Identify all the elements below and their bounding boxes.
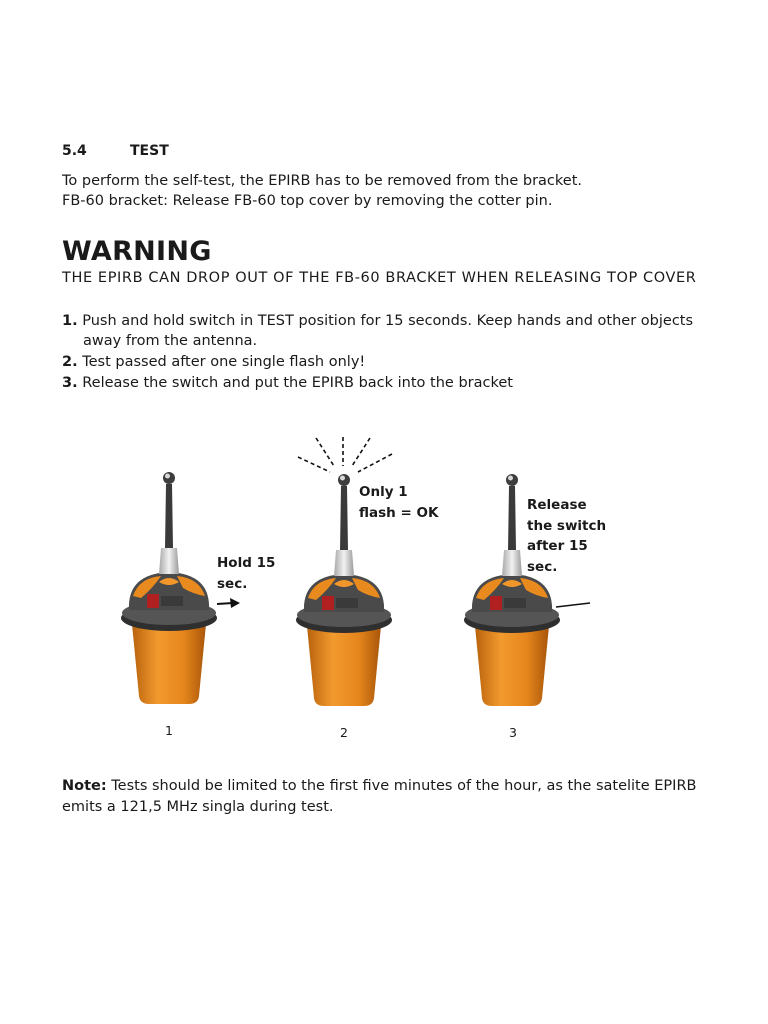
- step-number: 3.: [62, 375, 78, 391]
- step-1-continued: away from the antenna.: [83, 333, 258, 349]
- figure-1-number: 1: [165, 723, 173, 738]
- note-label: Note:: [62, 778, 107, 794]
- step-text: Release the switch and put the EPIRB back into the bracket: [82, 375, 513, 391]
- caption-line: after 15: [527, 538, 588, 554]
- caption-line: Only 1: [359, 484, 408, 500]
- note-paragraph: [62, 776, 696, 818]
- push-arrow-icon: [217, 598, 240, 608]
- note-text-line-1: Tests should be limited to the first five minutes of the hour, as the satelite EPIRB: [106, 778, 697, 794]
- figure-1-caption: [217, 553, 275, 594]
- warning-title: WARNING: [62, 236, 212, 267]
- step-number: 1.: [62, 313, 78, 329]
- figure-3-caption: [527, 495, 606, 577]
- intro-line-2: FB-60 bracket: Release FB-60 top cover by removing the cotter pin.: [62, 193, 553, 209]
- caption-line: flash = OK: [359, 504, 439, 521]
- warning-text: THE EPIRB CAN DROP OUT OF THE FB-60 BRACKET WHEN RELEASING TOP COVER: [62, 270, 697, 286]
- release-line-icon: [556, 603, 590, 607]
- figure-2-number: 2: [340, 725, 348, 740]
- step-number: 2.: [62, 354, 78, 370]
- caption-line: Release: [527, 497, 587, 513]
- intro-line-1: To perform the self-test, the EPIRB has to be removed from the bracket.: [62, 173, 583, 189]
- step-text: Test passed after one single flash only!: [82, 354, 366, 370]
- figure-3-number: 3: [509, 725, 517, 740]
- step-text: Push and hold switch in TEST position for 15 seconds. Keep hands and other objects: [82, 313, 694, 329]
- caption-line: sec.: [527, 558, 558, 575]
- figure-2-caption: [359, 482, 438, 523]
- section-title: TEST: [130, 143, 169, 159]
- section-number: 5.4: [62, 143, 87, 159]
- epirb-figure-1: [121, 472, 217, 704]
- caption-line: the switch: [527, 517, 607, 534]
- caption-line: Hold 15: [217, 555, 276, 571]
- caption-line: sec.: [217, 575, 248, 592]
- flash-rays-icon: [298, 437, 392, 472]
- note-text-line-2: emits a 121,5 MHz singla during test.: [62, 799, 334, 815]
